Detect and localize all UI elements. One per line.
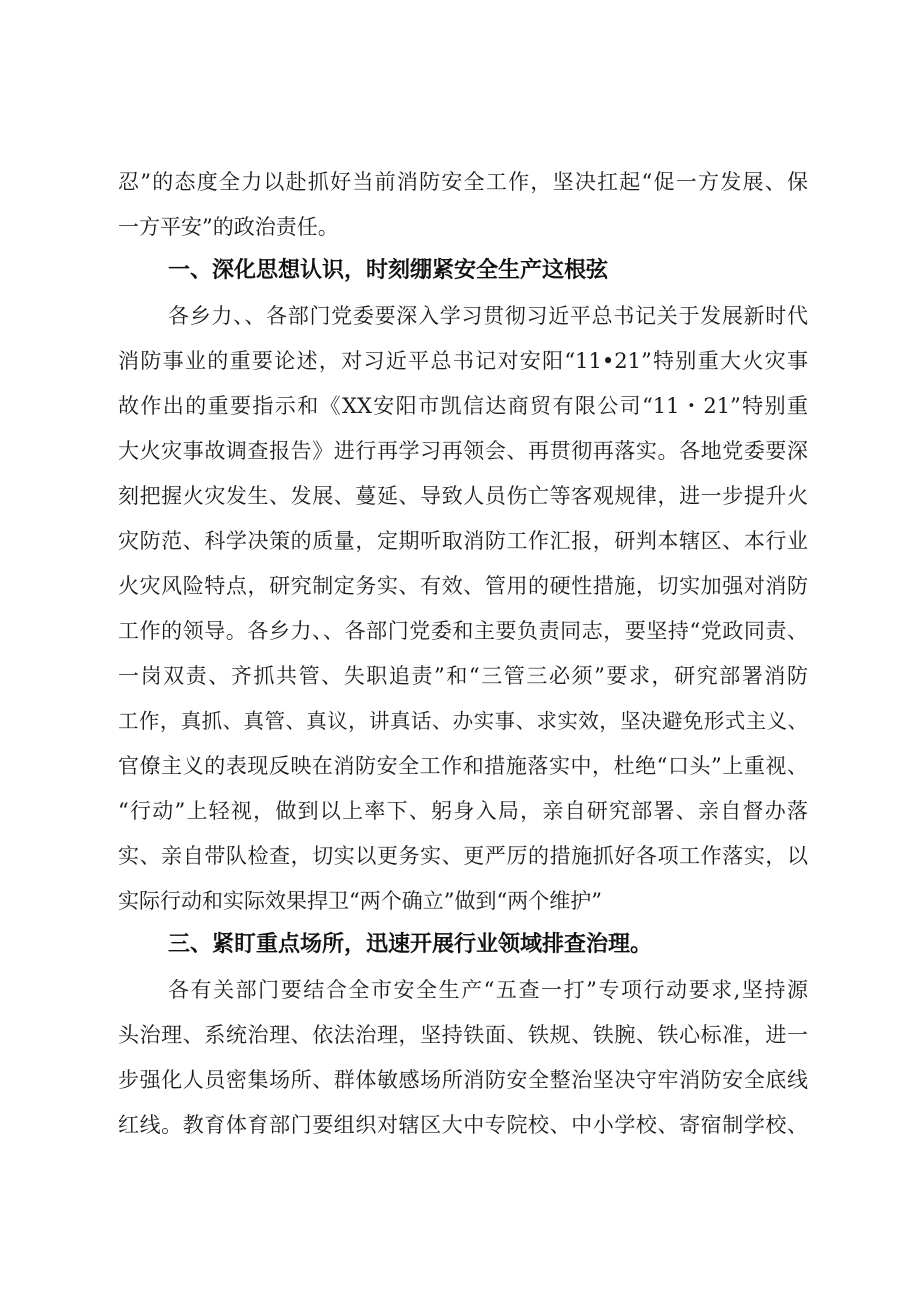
paragraph-line: 灾防范、科学决策的质量，定期听取消防工作汇报，研判本辖区、本行业 bbox=[118, 529, 808, 553]
paragraph-line: 官僚主义的表现反映在消防安全工作和措施落实中，杜绝“口头”上重视、 bbox=[118, 754, 808, 778]
paragraph-line: 火灾风险特点，研究制定务实、有效、管用的硬性措施，切实加强对消防 bbox=[118, 574, 808, 598]
paragraph-line: 工作，真抓、真管、真议，讲真话、办实事、求实效，坚决避免形式主义、 bbox=[118, 709, 808, 733]
paragraph-line: 步强化人员密集场所、群体敏感场所消防安全整治坚决守牢消防安全底线 bbox=[118, 1068, 808, 1092]
paragraph-line: 实际行动和实际效果捍卫“两个确立”做到“两个维护” bbox=[118, 889, 602, 913]
paragraph-line: 大火灾事故调查报告》进行再学习再领会、再贯彻再落实。各地党委要深 bbox=[118, 439, 808, 463]
body-text-line: 忍”的态度全力以赴抓好当前消防安全工作，坚决扛起“促一方发展、保 bbox=[118, 170, 808, 194]
paragraph-line: 一岗双责、齐抓共管、失职追责”和“三管三必须”要求，研究部署消防 bbox=[118, 664, 808, 688]
section-heading-1: 一、深化思想认识，时刻绷紧安全生产这根弦 bbox=[168, 258, 609, 283]
paragraph-line: 工作的领导。各乡力、、各部门党委和主要负责同志，要坚持“党政同责、 bbox=[118, 619, 808, 643]
paragraph-line: 消防事业的重要论述，对习近平总书记对安阳“11•21”特别重大火灾事 bbox=[118, 349, 808, 373]
paragraph-line: 故作出的重要指示和《XX安阳市凯信达商贸有限公司“11・21”特别重 bbox=[118, 394, 808, 418]
section-heading-3: 三、紧盯重点场所，迅速开展行业领域排查治理。 bbox=[168, 932, 653, 957]
paragraph-line: 各乡力、、各部门党委要深入学习贯彻习近平总书记关于发展新时代 bbox=[168, 304, 808, 328]
paragraph-line: 头治理、系统治理、依法治理，坚持铁面、铁规、铁腕、铁心标准，进一 bbox=[118, 1023, 808, 1047]
paragraph-line: 红线。教育体育部门要组织对辖区大中专院校、中小学校、寄宿制学校、 bbox=[118, 1113, 808, 1137]
paragraph-line: 各有关部门要结合全市安全生产“五查一打”专项行动要求,坚持源 bbox=[168, 978, 808, 1002]
paragraph-line: “行动”上轻视，做到以上率下、躬身入局，亲自研究部署、亲自督办落 bbox=[118, 799, 808, 823]
body-text-line: 一方平安”的政治责任。 bbox=[118, 215, 339, 239]
paragraph-line: 刻把握火灾发生、发展、蔓延、导致人员伤亡等客观规律，进一步提升火 bbox=[118, 484, 808, 508]
paragraph-line: 实、亲自带队检查，切实以更务实、更严厉的措施抓好各项工作落实，以 bbox=[118, 844, 808, 868]
